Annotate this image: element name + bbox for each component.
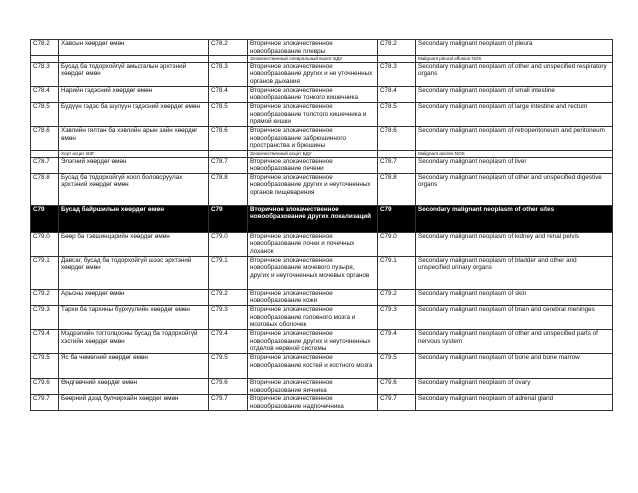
code-en-cell: C78.4 bbox=[378, 86, 416, 102]
mongolian-term-cell: Бөөр ба тэвшинцэрийн хөөрдөг өмөн bbox=[59, 232, 209, 256]
english-term-cell: Secondary malignant neoplasm of other and unspecified digestive organs bbox=[416, 173, 613, 205]
russian-term-cell: Вторичное злокачественное новообразование других и неуточненных органов пищеварения bbox=[248, 173, 378, 205]
code-ru-cell bbox=[209, 150, 248, 157]
english-term-cell: Secondary malignant neoplasm of large intestine and rectum bbox=[416, 102, 613, 126]
english-term-cell: Secondary malignant neoplasm of other and unspecified respiratory organs bbox=[416, 62, 613, 86]
code-ru-cell: C79.2 bbox=[209, 289, 248, 305]
english-term-cell: Secondary malignant neoplasm of other sites bbox=[416, 205, 613, 232]
code-mn-cell: C79 bbox=[31, 205, 59, 232]
russian-term-cell: Вторичное злокачественное новообразование надпочечника bbox=[248, 395, 378, 411]
code-en-cell: C79.2 bbox=[378, 289, 416, 305]
code-en-cell bbox=[378, 150, 416, 157]
code-mn-cell: C78.6 bbox=[31, 126, 59, 150]
russian-term-cell: Вторичное злокачественное новообразование других и неуточненных отделов нервной системы bbox=[248, 329, 378, 353]
code-mn-cell: C79.3 bbox=[31, 305, 59, 329]
english-term-cell: Secondary malignant neoplasm of bladder and other and unspecified urinary organs bbox=[416, 256, 613, 289]
russian-term-cell: Вторичное злокачественное новообразование костей и костного мозга bbox=[248, 353, 378, 378]
table-row bbox=[31, 289, 613, 305]
table-row bbox=[31, 256, 613, 289]
mongolian-term-cell: Тархи ба тархины бүрхүүлийн хөөрдөг өмөн bbox=[59, 305, 209, 329]
code-en-cell: C78.3 bbox=[378, 62, 416, 86]
russian-term-cell: Вторичное злокачественное новообразование тонкого кишечника bbox=[248, 86, 378, 102]
code-ru-cell: C78.5 bbox=[209, 102, 248, 126]
code-mn-cell: C78.7 bbox=[31, 157, 59, 173]
table-row bbox=[31, 157, 613, 173]
russian-term-cell: Вторичное злокачественное новообразование почки и почечных лоханок bbox=[248, 232, 378, 256]
code-en-cell: C79.6 bbox=[378, 378, 416, 394]
code-mn-cell: C79.5 bbox=[31, 353, 59, 378]
code-ru-cell: C79.5 bbox=[209, 353, 248, 378]
russian-term-cell: Вторичное злокачественное новообразование плевры bbox=[248, 40, 378, 56]
code-en-cell: C78.5 bbox=[378, 102, 416, 126]
russian-term-cell: Вторичное злокачественное новообразование кожи bbox=[248, 289, 378, 305]
table-row bbox=[31, 232, 613, 256]
table-body bbox=[31, 40, 613, 411]
code-mn-cell: C78.2 bbox=[31, 40, 59, 56]
code-mn-cell: C79.7 bbox=[31, 395, 59, 411]
code-mn-cell: C78.3 bbox=[31, 62, 59, 86]
mongolian-term-cell: Нарийн гэдэсний хөөрдөг өмөн bbox=[59, 86, 209, 102]
mongolian-term-cell: Хэвлийн гялтан ба хэвлийн арын зайн хөөрдөг өмөн bbox=[59, 126, 209, 150]
code-en-cell: C78.8 bbox=[378, 173, 416, 205]
english-term-cell: Secondary malignant neoplasm of small intestine bbox=[416, 86, 613, 102]
russian-term-cell: Вторичное злокачественное новообразование яичника bbox=[248, 378, 378, 394]
code-ru-cell: C78.7 bbox=[209, 157, 248, 173]
mongolian-term-cell: Яс ба чөмөгний хөөрдөг өмөн bbox=[59, 353, 209, 378]
code-ru-cell: C78.2 bbox=[209, 40, 248, 56]
code-en-cell: C79.3 bbox=[378, 305, 416, 329]
english-term-cell: Secondary malignant neoplasm of pleura bbox=[416, 40, 613, 56]
code-ru-cell bbox=[209, 56, 248, 63]
code-en-cell: C79.4 bbox=[378, 329, 416, 353]
code-mn-cell: C78.4 bbox=[31, 86, 59, 102]
note-row bbox=[31, 150, 613, 157]
mongolian-term-cell: Хавсын хөөрдөг өмөн bbox=[59, 40, 209, 56]
code-mn-cell: C79.6 bbox=[31, 378, 59, 394]
code-ru-cell: C79.1 bbox=[209, 256, 248, 289]
code-mn-cell: C79.1 bbox=[31, 256, 59, 289]
mongolian-term-cell: Давсаг, бусад ба тодорхойгүй шээс эрхтэний хөөрдөг өмөн bbox=[59, 256, 209, 289]
russian-term-cell: Вторичное злокачественное новообразование головного мозга и мозговых оболочек bbox=[248, 305, 378, 329]
russian-term-cell: Злокачественный плевральный выпот БДУ bbox=[248, 56, 378, 63]
table-row bbox=[31, 353, 613, 378]
mongolian-term-cell: Бусад байршилын хөөрдөг өмөн bbox=[59, 205, 209, 232]
code-ru-cell: C78.6 bbox=[209, 126, 248, 150]
mongolian-term-cell: Бөөрний дээд булчирхайн хөөрдөг өмөн bbox=[59, 395, 209, 411]
russian-term-cell: Вторичное злокачественное новообразование других локализаций bbox=[248, 205, 378, 232]
code-en-cell: C79 bbox=[378, 205, 416, 232]
code-mn-cell: C78.8 bbox=[31, 173, 59, 205]
table-row bbox=[31, 305, 613, 329]
code-ru-cell: C79.6 bbox=[209, 378, 248, 394]
code-mn-cell: C79.0 bbox=[31, 232, 59, 256]
code-mn-cell: C79.2 bbox=[31, 289, 59, 305]
english-term-cell: Secondary malignant neoplasm of skin bbox=[416, 289, 613, 305]
russian-term-cell: Вторичное злокачественное новообразование других и не уточненных органов дыхания bbox=[248, 62, 378, 86]
mongolian-term-cell: Мэдрэлийн тогтолцооны бусад ба тодорхойгүй хэсгийн хөөрдөг өмөн bbox=[59, 329, 209, 353]
english-term-cell: Secondary malignant neoplasm of bone and bone marrow bbox=[416, 353, 613, 378]
code-en-cell: C79.0 bbox=[378, 232, 416, 256]
icd-code-table bbox=[30, 39, 613, 411]
english-term-cell: Secondary malignant neoplasm of retroperitoneum and peritoneum bbox=[416, 126, 613, 150]
russian-term-cell: Вторичное злокачественное новообразование толстого кишечника и прямой кишки bbox=[248, 102, 378, 126]
table-row bbox=[31, 40, 613, 56]
code-ru-cell: C79.4 bbox=[209, 329, 248, 353]
code-en-cell: C79.1 bbox=[378, 256, 416, 289]
category-header-row bbox=[31, 205, 613, 232]
table-row bbox=[31, 395, 613, 411]
code-en-cell: C78.6 bbox=[378, 126, 416, 150]
russian-term-cell: Вторичное злокачественное новообразование мочевого пузыря, других и неуточненных мочевых органов bbox=[248, 256, 378, 289]
code-mn-cell: C79.4 bbox=[31, 329, 59, 353]
russian-term-cell: Злокачественный асцит БДУ bbox=[248, 150, 378, 157]
table-row bbox=[31, 102, 613, 126]
mongolian-term-cell: Бусад ба тодорхойгүй амьсгалын эрхтэний хөөрдөг өмөн bbox=[59, 62, 209, 86]
english-term-cell: Secondary malignant neoplasm of brain and cerebral meninges bbox=[416, 305, 613, 329]
table-row bbox=[31, 329, 613, 353]
mongolian-term-cell: Элэгний хөөрдөг өмөн bbox=[59, 157, 209, 173]
code-ru-cell: C79.0 bbox=[209, 232, 248, 256]
code-mn-cell bbox=[31, 150, 59, 157]
code-en-cell: C78.7 bbox=[378, 157, 416, 173]
english-term-cell: Malignant ascites NOS bbox=[416, 150, 613, 157]
table-row bbox=[31, 86, 613, 102]
code-mn-cell bbox=[31, 56, 59, 63]
table-row bbox=[31, 378, 613, 394]
code-en-cell: C79.5 bbox=[378, 353, 416, 378]
russian-term-cell: Вторичное злокачественное новообразование печени bbox=[248, 157, 378, 173]
mongolian-term-cell: Өндгөвчний хөөрдөг өмөн bbox=[59, 378, 209, 394]
table-row bbox=[31, 173, 613, 205]
code-ru-cell: C79 bbox=[209, 205, 248, 232]
code-en-cell bbox=[378, 56, 416, 63]
english-term-cell: Secondary malignant neoplasm of adrenal gland bbox=[416, 395, 613, 411]
table-row bbox=[31, 62, 613, 86]
english-term-cell: Secondary malignant neoplasm of ovary bbox=[416, 378, 613, 394]
table-row bbox=[31, 126, 613, 150]
mongolian-term-cell: Бусад ба тодорхойгүй хоол боловсруулах эрхтэний хөөрдөг өмөн bbox=[59, 173, 209, 205]
mongolian-term-cell bbox=[59, 56, 209, 63]
code-ru-cell: C78.3 bbox=[209, 62, 248, 86]
english-term-cell: Secondary malignant neoplasm of kidney and renal pelvis bbox=[416, 232, 613, 256]
mongolian-term-cell: Хорт асцит ӨЗГ bbox=[59, 150, 209, 157]
english-term-cell: Secondary malignant neoplasm of liver bbox=[416, 157, 613, 173]
mongolian-term-cell: Арьсны хөөрдөг өмөн bbox=[59, 289, 209, 305]
note-row bbox=[31, 56, 613, 63]
english-term-cell: Malignant pleural effusion NOS bbox=[416, 56, 613, 63]
code-mn-cell: C78.5 bbox=[31, 102, 59, 126]
code-ru-cell: C78.4 bbox=[209, 86, 248, 102]
code-ru-cell: C79.7 bbox=[209, 395, 248, 411]
russian-term-cell: Вторичное злокачественное новообразование забрюшинного пространства и брюшины bbox=[248, 126, 378, 150]
english-term-cell: Secondary malignant neoplasm of other and unspecified parts of nervous system bbox=[416, 329, 613, 353]
code-ru-cell: C78.8 bbox=[209, 173, 248, 205]
code-en-cell: C78.2 bbox=[378, 40, 416, 56]
code-ru-cell: C79.3 bbox=[209, 305, 248, 329]
code-en-cell: C79.7 bbox=[378, 395, 416, 411]
mongolian-term-cell: Бүдүүн гэдэс ба шулуун гэдэсний хөөрдөг өмөн bbox=[59, 102, 209, 126]
